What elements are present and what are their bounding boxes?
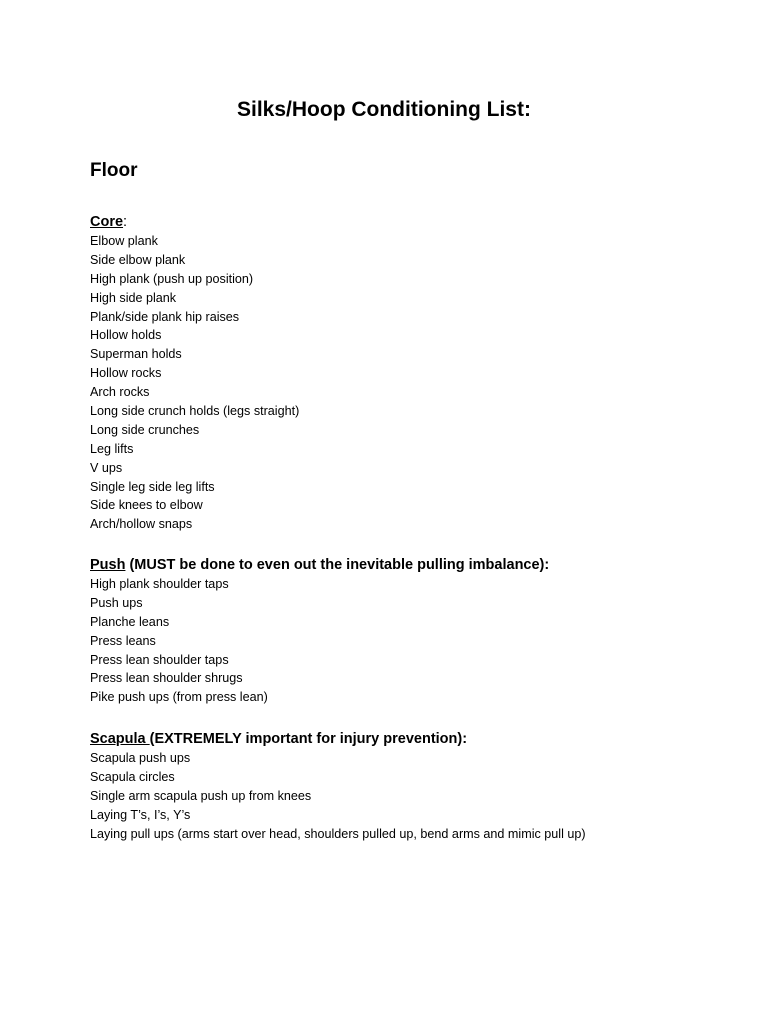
floor-heading: Floor xyxy=(90,160,138,181)
core-section xyxy=(90,212,750,534)
push-heading xyxy=(90,555,750,575)
core-exercise-item: V ups xyxy=(90,460,123,475)
push-exercise-item: Planche leans xyxy=(90,614,170,629)
document-title: Silks/Hoop Conditioning List: xyxy=(237,98,531,121)
core-exercise-item: High plank (push up position) xyxy=(90,271,254,286)
scapula-exercise-item: Scapula circles xyxy=(90,769,175,784)
core-exercise-item: Side knees to elbow xyxy=(90,498,203,513)
push-exercise-item: High plank shoulder taps xyxy=(90,577,229,591)
core-exercise-item: Single leg side leg lifts xyxy=(90,479,215,494)
push-heading-label: Push xyxy=(90,557,126,573)
push-heading-suffix: (MUST be done to even out the inevitable pulling imbalance): xyxy=(125,557,550,573)
core-exercise-item: High side plank xyxy=(90,290,177,305)
scapula-exercise-item: Laying pull ups (arms start over head, shoulders pulled up, bend arms and mimic pull up) xyxy=(90,826,586,841)
core-exercise-item: Long side crunch holds (legs straight) xyxy=(90,404,300,419)
scapula-exercise-list xyxy=(90,749,750,843)
core-exercise-item: Superman holds xyxy=(90,347,182,362)
push-exercise-item: Pike push ups (from press lean) xyxy=(90,690,268,705)
scapula-section xyxy=(90,729,750,843)
push-section xyxy=(90,555,750,707)
scapula-exercise-item: Single arm scapula push up from knees xyxy=(90,788,312,803)
push-exercise-list xyxy=(90,575,750,707)
push-exercise-item: Press leans xyxy=(90,633,156,648)
scapula-exercise-item: Scapula push ups xyxy=(90,751,191,765)
core-heading-label: Core xyxy=(90,214,124,230)
core-heading xyxy=(90,212,750,232)
core-heading-suffix: : xyxy=(123,214,128,230)
core-exercise-item: Hollow rocks xyxy=(90,366,162,381)
core-exercise-item: Plank/side plank hip raises xyxy=(90,309,240,324)
core-exercise-item: Elbow plank xyxy=(90,234,158,248)
core-exercise-item: Arch/hollow snaps xyxy=(90,517,193,532)
core-exercise-item: Hollow holds xyxy=(90,328,162,343)
core-exercise-item: Arch rocks xyxy=(90,385,150,400)
push-exercise-item: Push ups xyxy=(90,595,143,610)
push-exercise-item: Press lean shoulder taps xyxy=(90,652,229,667)
scapula-heading-label: Scapula xyxy=(90,731,150,747)
core-exercise-item: Side elbow plank xyxy=(90,252,186,267)
core-exercise-item: Leg lifts xyxy=(90,441,134,456)
push-exercise-item: Press lean shoulder shrugs xyxy=(90,671,243,686)
scapula-heading xyxy=(90,729,750,749)
scapula-exercise-item: Laying T’s, I’s, Y’s xyxy=(90,807,191,822)
core-exercise-item: Long side crunches xyxy=(90,422,200,437)
core-exercise-list xyxy=(90,232,750,534)
scapula-heading-suffix: (EXTREMELY important for injury prevention): xyxy=(149,731,468,747)
